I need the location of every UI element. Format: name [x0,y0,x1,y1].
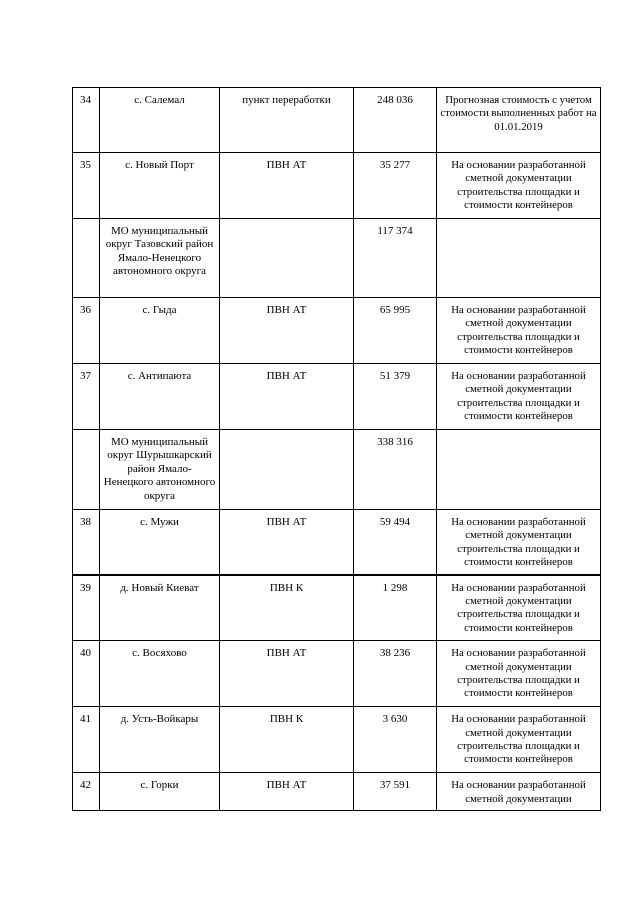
cost-value: 3 630 [354,707,437,773]
cost-basis-note: Прогнозная стоимость с учетом стоимости выполненных работ на 01.01.2019 [437,88,601,153]
facility-type: ПВН АТ [220,773,354,811]
facility-type: ПВН К [220,575,354,641]
cost-value: 65 995 [354,298,437,364]
row-number: 42 [73,773,100,811]
cost-basis-note: На основании разработанной сметной документации строительства площадки и стоимости контейнеров [437,641,601,707]
settlement-name: с. Горки [100,773,220,811]
row-number: 41 [73,707,100,773]
cost-basis-note: На основании разработанной сметной документации строительства площадки и стоимости контейнеров [437,153,601,219]
settlement-name: с. Антипаюта [100,364,220,430]
settlement-name: с. Гыда [100,298,220,364]
table-row [73,575,601,641]
row-number: 37 [73,364,100,430]
cost-value: 1 298 [354,575,437,641]
table-row [73,773,601,811]
facility-type: ПВН АТ [220,153,354,219]
cost-value: 38 236 [354,641,437,707]
cost-value: 51 379 [354,364,437,430]
cost-value: 248 036 [354,88,437,153]
cost-value: 59 494 [354,510,437,575]
district-name: МО муниципальный округ Тазовский район Ямало-Ненецкого автономного округа [100,219,220,298]
row-number: 34 [73,88,100,153]
row-number [73,430,100,510]
cost-table [72,87,601,811]
settlement-name: д. Усть-Войкары [100,707,220,773]
cost-basis-note [437,430,601,510]
cost-value: 37 591 [354,773,437,811]
facility-type [220,219,354,298]
table-row [73,88,601,153]
table-row [73,641,601,707]
table-row [73,707,601,773]
row-number: 38 [73,510,100,575]
row-number: 36 [73,298,100,364]
facility-type [220,430,354,510]
district-total-value: 117 374 [354,219,437,298]
table-row [73,510,601,575]
facility-type: ПВН АТ [220,298,354,364]
table-row [73,153,601,219]
settlement-name: с. Салемал [100,88,220,153]
facility-type: ПВН К [220,707,354,773]
district-subtotal-row [73,219,601,298]
cost-basis-note: На основании разработанной сметной документации строительства площадки и стоимости контейнеров [437,298,601,364]
row-number: 40 [73,641,100,707]
facility-type: ПВН АТ [220,510,354,575]
row-number [73,219,100,298]
settlement-name: с. Мужи [100,510,220,575]
cost-basis-note: На основании разработанной сметной документации строительства площадки и стоимости контейнеров [437,707,601,773]
settlement-name: с. Восяхово [100,641,220,707]
row-number: 39 [73,575,100,641]
cost-basis-note [437,219,601,298]
table-row [73,298,601,364]
table-row [73,364,601,430]
facility-type: пункт переработки [220,88,354,153]
settlement-name: д. Новый Киеват [100,575,220,641]
district-subtotal-row [73,430,601,510]
row-number: 35 [73,153,100,219]
district-name: МО муниципальный округ Шурышкарский район Ямало-Ненецкого автономного округа [100,430,220,510]
facility-type: ПВН АТ [220,364,354,430]
cost-basis-note: На основании разработанной сметной документации [437,773,601,811]
settlement-name: с. Новый Порт [100,153,220,219]
cost-basis-note: На основании разработанной сметной документации строительства площадки и стоимости контейнеров [437,510,601,575]
cost-basis-note: На основании разработанной сметной документации строительства площадки и стоимости контейнеров [437,575,601,641]
district-total-value: 338 316 [354,430,437,510]
cost-basis-note: На основании разработанной сметной документации строительства площадки и стоимости контейнеров [437,364,601,430]
facility-type: ПВН АТ [220,641,354,707]
cost-value: 35 277 [354,153,437,219]
